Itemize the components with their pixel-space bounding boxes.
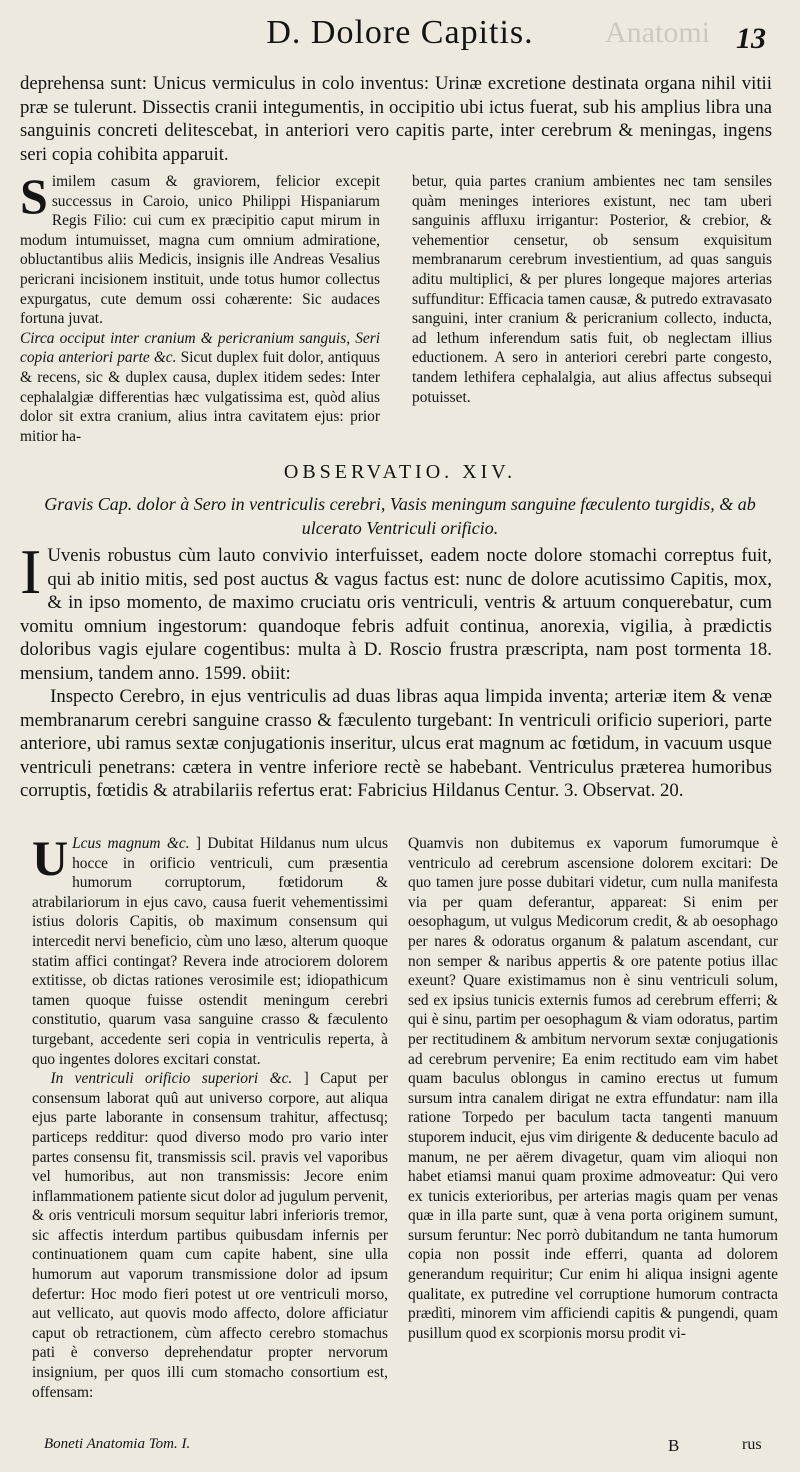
left-upper-para-2-text: Sicut duplex fuit dolor, antiquus & recens, sic & duplex causa, duplex itidem sedes: Inter cephalalgiæ differentias hæc vulgatissima est, quòd alius dolor sit extra cranium, alius intra cavitatem ejus: prior mitior ha- — [20, 349, 380, 445]
left-lower-para-1-text: ] Dubitat Hildanus num ulcus hocce in orificio ventriculi, cum præsentia humorum corruptorum, fœtidorum & atrabilariorum in ejus cavo, causa fuerit vehementissimi istius doloris Capitis, ob maximum consensum qui intercedit nervi beneficio, cùm uno læso, alterum quoque statim affici contingat? Revera inde atrociorem dolorem extitisse, ob dictas rationes verosimile est; idiopathicum tamen quoque fuisse ostendit meningum cerebri constitutio, quarum vasa sanguine crasso & fæculento turgebant, accedente seri copia in ventriculis reperta, à quo ingentes dolores excitari constat. — [32, 835, 388, 1068]
right-lower-para-text: Quamvis non dubitemus ex vaporum fumorumque è ventriculo ad cerebrum ascensione dolorem excitari: De quo tamen jure posse dubitari videtur, cum nulla manifesta via per quam deferantur, appareat: Si enim per oesophagum, ut vulgus Medicorum credit, & ab oesophago per nares & odoratus organum & palatum ascendant, cur non semper & naribus appertis & ore patente potius illac exeunt? Quare existimamus non è sinu ventriculi solum, sed ex ipsius tunicis externis fumos ad cerebrum efferri; & qui è sinu, partim per oesophagum & viam odoratus, partim per rectitudinem & ambitum nervorum sextæ conjugationis ad cerebrum pervenire; Ea enim rectitudo eam vim habet quam baculus oblongus in camino erectus ut fumum sursum intra canalem dirigat ne extra effundatur: nam illa ratione Torpedo per baculum tacta tangenti manuum stuporem inducit, ejus vim dirigente & deducente baculo ad manum, ne per aërem divagetur, quam vim alioqui non habet etiamsi manui quam proxime admoveatur: Qui vero ex tunicis exterioribus, per arterias magis quam per venas quæ in illa parte sunt, quæ à vena porta originem sumunt, sursum feruntur: Nec porrò dubitandum ne tanta humorum copia non possit inde efferri, quanta ad dolorem generandum requiritur; Cur enim hi aliqua insigni agente qualitate, ex putredine vel corruptione humorum contracta prædìti, minorem vim afficiendi capitis & pungendi, quam pusillum quod ex scorpionis morsu prodit vi- — [408, 835, 778, 1342]
observation-para-1-text: Uvenis robustus cùm lauto convivio interfuisset, eadem nocte dolore stomachi correptus fuit, qui ab initio mitis, sed post auctus & vagus factus est: nunc de dolore acutissimo Capitis, mox, & in ipso momento, de maximo cruciatu oris ventriculi, ventris & artuum conquerebatur, cum vomitu omnium ingestorum: quandoque febris adfuit continua, anorexia, vigilia, à prædictis doloribus vagis ejulare cogentibus: multa à D. Roscio frustra præscripta, nam post tormenta 18. mensium, tandem anno. 1599. obiit: — [20, 545, 772, 684]
drop-cap-u: U — [32, 830, 69, 886]
left-lower-para-2 — [32, 1069, 388, 1402]
left-upper-para-1 — [20, 168, 380, 329]
right-column-lower — [408, 834, 778, 1343]
right-column-upper — [412, 172, 772, 407]
running-title: D. Dolore Capitis. — [266, 14, 534, 51]
drop-cap-i: I — [20, 536, 42, 607]
signature-mark: B — [668, 1436, 680, 1455]
top-paragraph — [20, 72, 772, 166]
observation-heading: OBSERVATIO. XIV. — [283, 461, 517, 483]
observation-subtitle: Gravis Cap. dolor à Sero in ventriculis cerebri, Vasis meningum sanguine fæculento turgidis, & ab ulcerato Ventriculi orificio. — [44, 494, 756, 538]
left-upper-para-2 — [20, 329, 380, 447]
observation-body — [20, 536, 772, 803]
left-upper-para-1-text: imilem casum & graviorem, felicior excepit successus in Caroio, unico Philippi Hispaniarum Regis Filio: cui cum ex præcipitio caput mirum in modum intumuisset, magna cum omnium admiratione, obluctantibus aliis Medicis, insignis ille Andreas Vesalius pericrani incisionem instituit, unde totus humor collectus expurgatus, cute demum ossi cohærente: Sic audaces fortuna juvat. — [20, 173, 380, 328]
observation-para-2: Inspecto Cerebro, in ejus ventriculis ad duas libras aqua limpida inventa; arteriæ item & venæ membranarum cerebri sanguine crasso & fæculento turgebant: In ventriculi orificio superiori, parte anteriore, ubi ramus sextæ conjugationis inseritur, ulcus erat magnum ac fœtidum, in vacuum usque ventriculi penetrans: cætera in ventre inferiore rectè se habebant. Ventriculus præterea humoribus corruptis, fœtidis & atrabilariis refertus erat: Fabricius Hildanus Centur. 3. Observat. 20. — [20, 686, 772, 801]
left-column-lower — [32, 830, 388, 1402]
catchword: rus — [742, 1436, 762, 1453]
right-upper-para-text: betur, quia partes cranium ambientes nec tam sensiles quàm meninges interiores existunt, nec tam uberi sanguinis affluxu irrigantur: Posterior, & crebior, & vehementior censetur, ob sensum exquisitum membranarum cerebrum investientium, ad quas sanguis aditu multiplici, & per plures longeque majores arterias suffunditur: Efficacia tamen causæ, & putredo extravasato sanguini, inter cranium & pericranium collecto, inducta, ad lethum inferendum satis fuit, ob neglectam illius eductionem. A sero in anteriori cerebri parte congesto, tandem lethifera cephalalgia, aut alius affectus subsequi potuisset. — [412, 173, 772, 406]
observation-para-1 — [20, 536, 772, 685]
left-upper-para-2-lead: Circa occiput inter cranium & pericranium sanguis, Seri copia anteriori parte &c. — [20, 329, 380, 367]
bleed-through-text: Anatomi — [605, 16, 710, 49]
left-lower-para-2-lead: In ventriculi orificio superiori &c. — [50, 1070, 293, 1088]
footer-imprint: Boneti Anatomia Tom. I. — [44, 1436, 191, 1452]
drop-cap-s: S — [20, 168, 48, 224]
left-lower-para-1 — [32, 830, 388, 1069]
left-column-upper — [20, 168, 380, 446]
left-lower-para-2-text: ] Caput per consensum laborat quû aut universo corpore, aut aliqua ejus parte laborante in consensum trahitur, affectusq; particeps redditur: quod diverso modo pro vario inter partes consensu fit, transmissis scil. pravis vel vaporibus vel humoribus, aut non transmissis: Jecore enim inflammationem patiente sicut dolor ad jugulum pervenit, & oris ventriculi morsum sequitur labri inferioris tremor, sic affectis interdum partibus quibusdam infernis per continuationem quam cum capite habent, sine ulla humorum aut vaporum transmissione dolor ad ipsum defertur: Hoc modo fieri potest ut ore ventriculi morso, aut vellicato, aut quovis modo affecto, dolore afficiatur caput ob retractionem, cùm affecto cerebro stomachus pati è converso deprehendatur propter nervorum insignium, per quos illi cum stomacho consortium est, offensam: — [32, 1070, 388, 1401]
page-number: 13 — [736, 22, 766, 55]
top-paragraph-text: deprehensa sunt: Unicus vermiculus in colo inventus: Urinæ excretione destinata organa nihil vitii præ se tulerunt. Dissectis cranii integumentis, in occipitio ubi ictus fuerat, sub his amplius libra una sanguinis concreti delitescebat, in anteriori vero capitis parte, inter cerebrum & meningas, ingens seri copia cohibita apparuit. — [20, 73, 772, 165]
left-lower-para-1-lead: Lcus magnum &c. — [72, 835, 190, 852]
